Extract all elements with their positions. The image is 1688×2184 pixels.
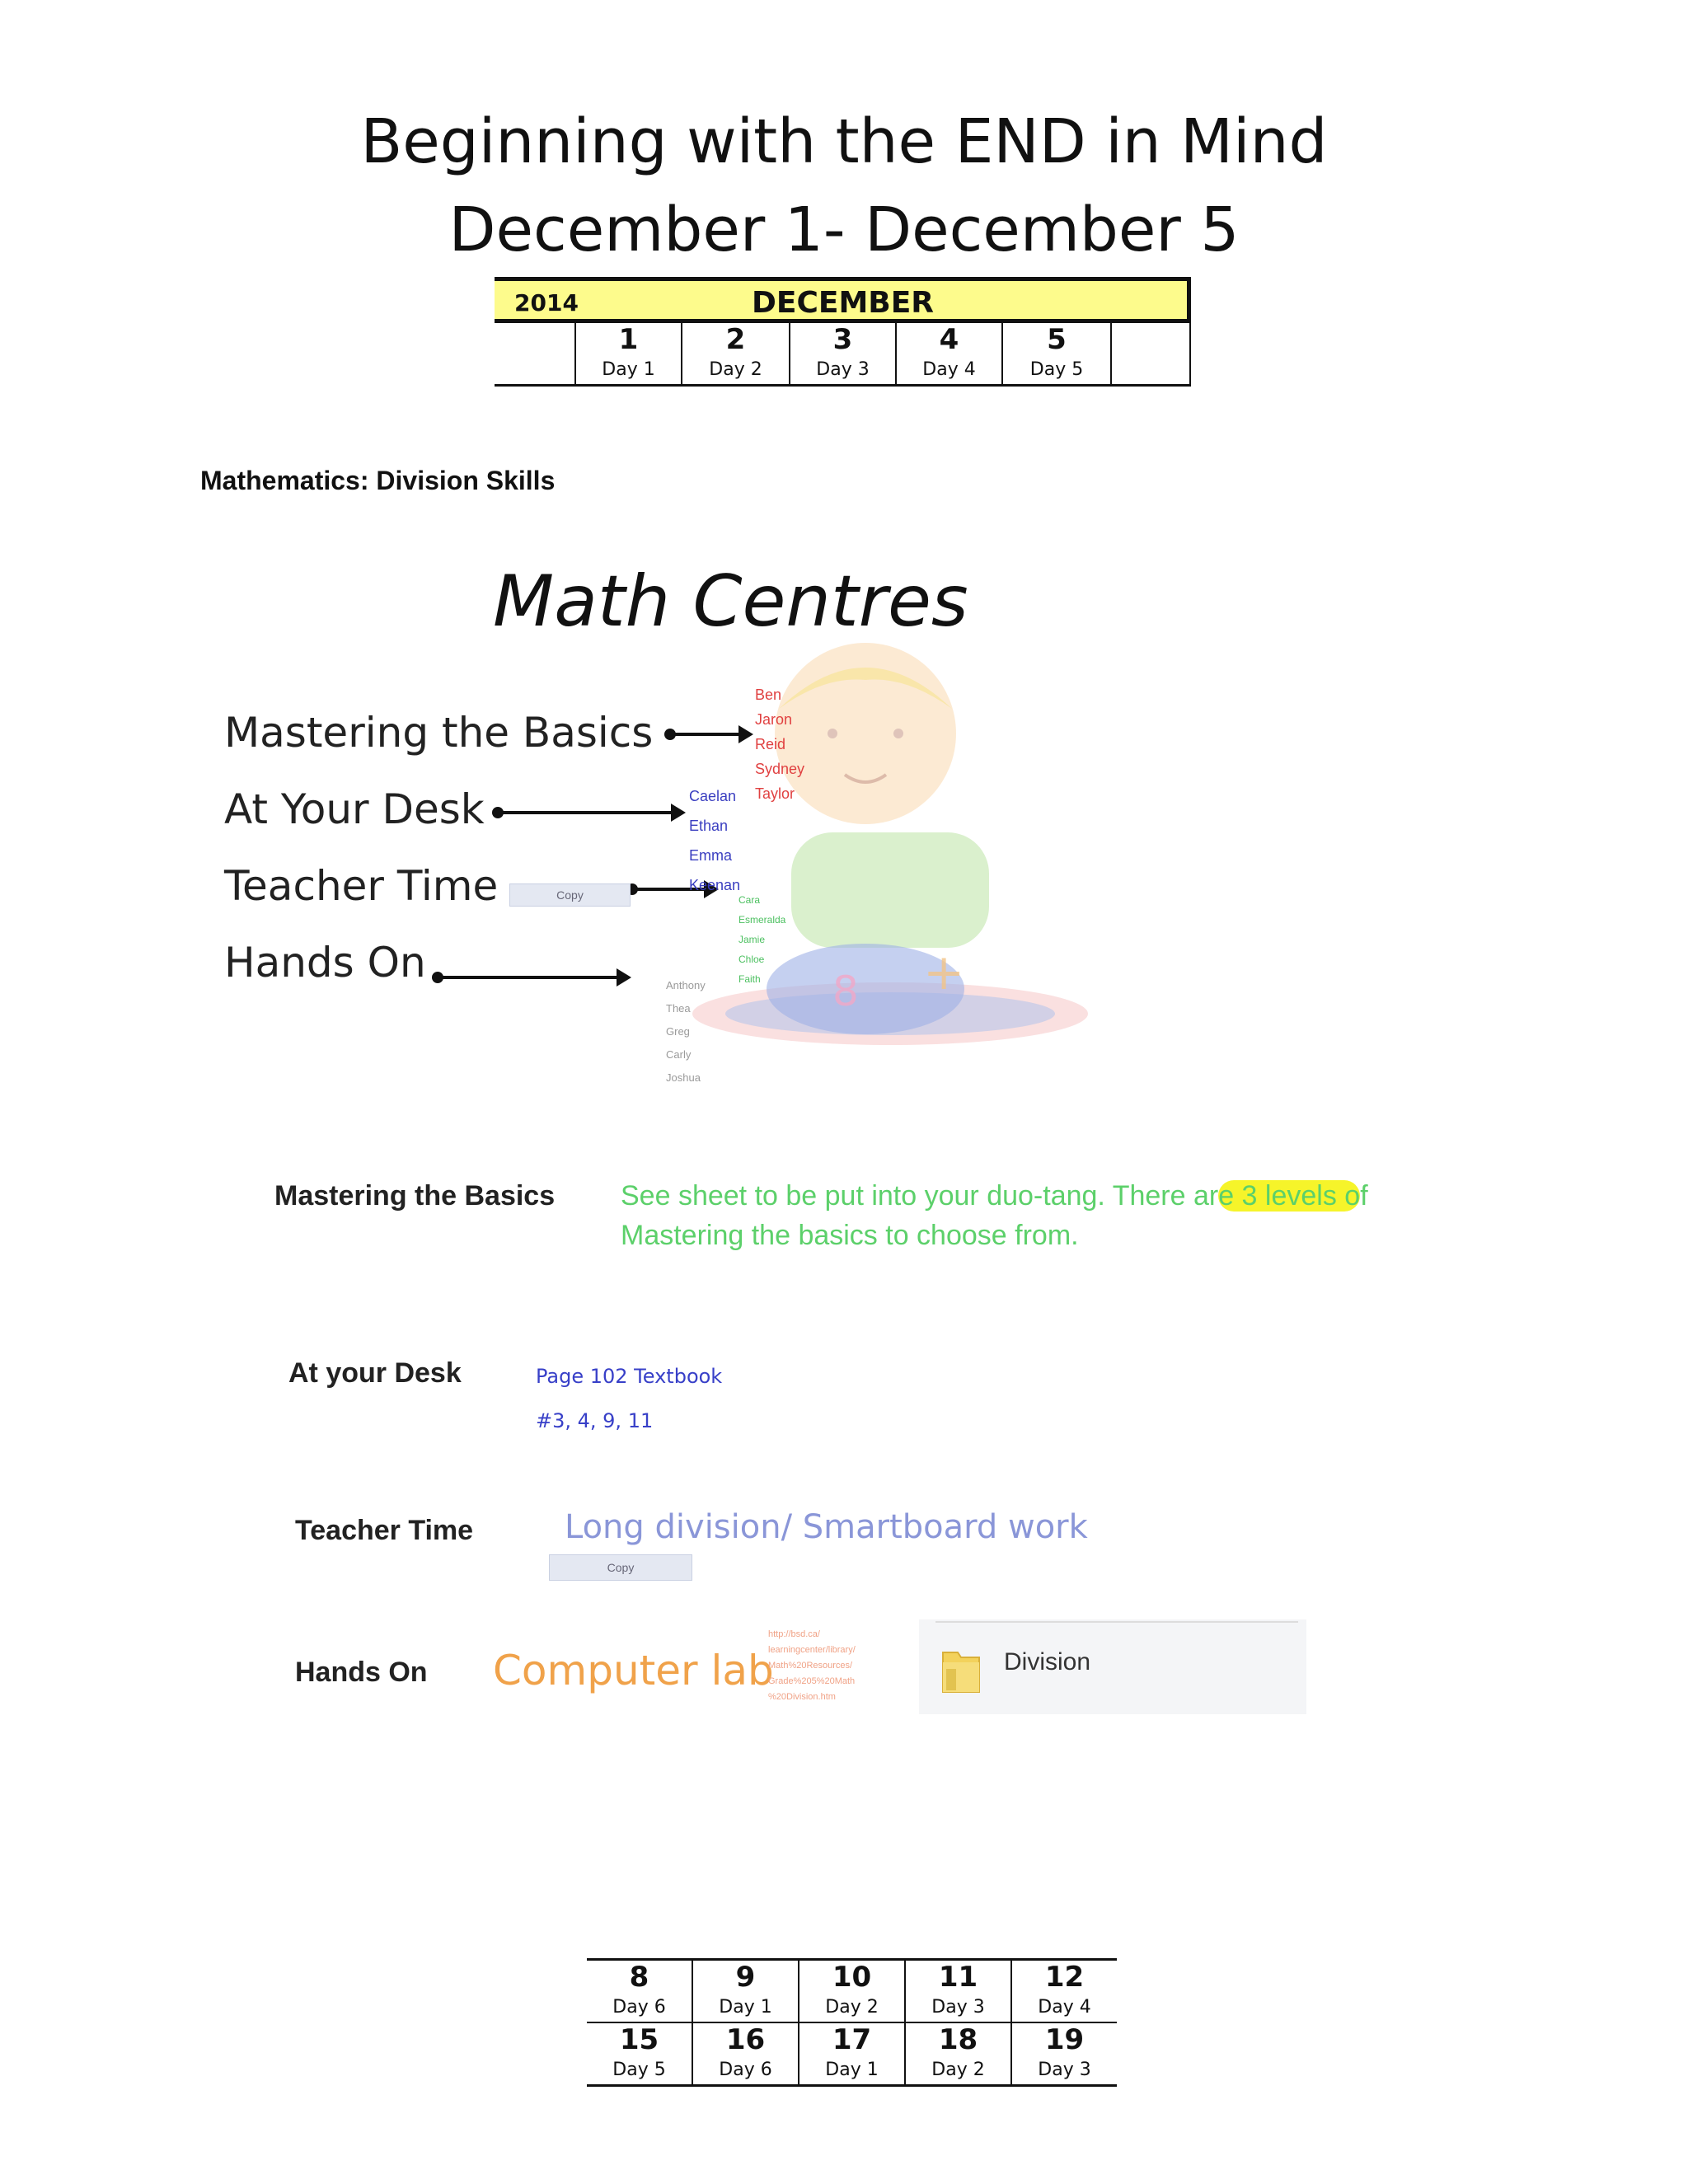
- student-name: Ben: [755, 687, 782, 703]
- basics-label: Mastering the Basics: [274, 1180, 556, 1212]
- day-number: 2: [725, 323, 746, 356]
- student-name: Esmeralda: [738, 914, 786, 926]
- basics-text-line2: Mastering the basics to choose from.: [621, 1220, 1079, 1251]
- link-line: Math%20Resources/: [768, 1661, 853, 1671]
- link-line: Grade%205%20Math: [768, 1676, 856, 1686]
- arrow-basics: [669, 733, 742, 736]
- arrow-hands: [437, 976, 620, 979]
- desk-line2: #3, 4, 9, 11: [536, 1409, 654, 1432]
- page-title-line2: December 1- December 5: [448, 194, 1240, 265]
- calendar-cell-empty: [1111, 323, 1190, 386]
- folder-panel: [919, 1619, 1306, 1714]
- student-name: Thea: [666, 1002, 691, 1015]
- day-number: 18: [938, 2023, 978, 2056]
- day-number: 19: [1044, 2023, 1085, 2056]
- group-red: [755, 682, 804, 806]
- subject-heading: Mathematics: Division Skills: [200, 466, 556, 495]
- student-name: Faith: [738, 973, 761, 985]
- day-number: 10: [832, 1961, 872, 1994]
- calendar-cell: [587, 2022, 692, 2086]
- day-label: Day 6: [719, 2060, 772, 2080]
- day-number: 11: [938, 1961, 978, 1994]
- day-label: Day 3: [816, 359, 870, 380]
- teacher-label: Teacher Time: [295, 1515, 474, 1546]
- folder-icon[interactable]: [940, 1646, 982, 1699]
- page-title-line1: Beginning with the END in Mind: [360, 106, 1328, 177]
- basics-text-start: See sheet to be put into your duo-tang. There ar: [621, 1180, 1219, 1212]
- student-name: Taylor: [755, 785, 795, 802]
- student-name: Joshua: [666, 1071, 701, 1084]
- basics-text-highlight: e 3 levels o: [1218, 1180, 1361, 1212]
- calendar-year: 2014: [514, 289, 579, 316]
- calendar-bottom-table: [587, 1958, 1117, 2087]
- calendar-cell: [799, 1960, 905, 2023]
- calendar-cell: [896, 323, 1002, 386]
- day-number: 3: [832, 323, 853, 356]
- day-label: Day 2: [709, 359, 762, 380]
- day-number: 17: [832, 2023, 872, 2056]
- student-name: Caelan: [689, 788, 737, 804]
- centre-label-teacher: Teacher Time: [224, 862, 499, 910]
- calendar-cell: [799, 2022, 905, 2086]
- student-name: Cara: [738, 894, 761, 906]
- calendar-cell-empty: [495, 323, 575, 386]
- student-name: Jaron: [755, 711, 793, 728]
- centre-label-basics: Mastering the Basics: [224, 709, 654, 757]
- day-number: 15: [619, 2023, 659, 2056]
- teacher-description: Long division/ Smartboard work: [565, 1508, 1088, 1546]
- student-name: Emma: [689, 847, 733, 864]
- math-centres-title: Math Centres: [493, 560, 968, 643]
- day-label: Day 1: [602, 359, 655, 380]
- hands-description: Computer lab: [493, 1647, 774, 1694]
- desk-label: At your Desk: [288, 1357, 462, 1389]
- svg-text:8: 8: [832, 968, 859, 1015]
- calendar-cell: [790, 323, 896, 386]
- calendar-cell: [575, 323, 682, 386]
- day-label: Day 2: [825, 1997, 879, 2018]
- student-name: Reid: [755, 736, 786, 752]
- folder-divider: [935, 1621, 1298, 1623]
- group-green: [738, 890, 785, 989]
- calendar-cell: [905, 2022, 1011, 2086]
- teacher-copy-button[interactable]: Copy: [549, 1554, 692, 1581]
- day-number: 16: [725, 2023, 766, 2056]
- day-number: 5: [1047, 323, 1067, 356]
- day-label: Day 4: [1038, 1997, 1091, 2018]
- day-label: Day 1: [825, 2060, 879, 2080]
- day-label: Day 1: [719, 1997, 772, 2018]
- student-name: Jamie: [738, 934, 766, 945]
- day-number: 8: [629, 1961, 649, 1994]
- calendar-cell: [905, 1960, 1011, 2023]
- hands-label: Hands On: [295, 1657, 428, 1688]
- calendar-month: DECEMBER: [751, 286, 935, 320]
- folder-name[interactable]: Division: [1004, 1648, 1091, 1675]
- day-label: Day 4: [922, 359, 976, 380]
- copy-button[interactable]: Copy: [509, 883, 631, 907]
- basics-description: [621, 1176, 1445, 1255]
- student-name: Greg: [666, 1025, 690, 1038]
- link-line: %20Division.htm: [768, 1692, 836, 1702]
- group-grey: [666, 974, 706, 1090]
- calendar-cell: [587, 1960, 692, 2023]
- centre-label-desk: At Your Desk: [224, 785, 485, 833]
- calendar-cell: [1011, 1960, 1117, 2023]
- day-number: 1: [618, 323, 639, 356]
- centre-label-hands: Hands On: [224, 939, 426, 987]
- calendar-cell: [1002, 323, 1111, 386]
- calendar-cell: [692, 1960, 799, 2023]
- day-label: Day 5: [1029, 359, 1084, 380]
- day-label: Day 3: [1038, 2060, 1091, 2080]
- calendar-cell: [682, 323, 790, 386]
- group-blue: [689, 781, 740, 900]
- computer-lab-link[interactable]: [768, 1627, 856, 1705]
- calendar-header: [495, 277, 1191, 323]
- day-number: 12: [1044, 1961, 1085, 1994]
- arrow-desk: [497, 811, 674, 814]
- desk-line1: Page 102 Textbook: [536, 1365, 723, 1388]
- basics-text-end: f: [1360, 1180, 1368, 1212]
- svg-text:+: +: [923, 944, 965, 1001]
- student-name: Ethan: [689, 818, 729, 834]
- calendar-top: [495, 277, 1191, 387]
- calendar-cell: [1011, 2022, 1117, 2086]
- day-number: 4: [939, 323, 959, 356]
- day-label: Day 2: [931, 2060, 985, 2080]
- day-label: Day 6: [612, 1997, 666, 2018]
- day-label: Day 3: [931, 1997, 985, 2018]
- calendar-bottom: [587, 1958, 1117, 2087]
- link-line: learningcenter/library/: [768, 1645, 856, 1655]
- calendar-cell: [692, 2022, 799, 2086]
- day-number: 9: [735, 1961, 756, 1994]
- student-name: Anthony: [666, 979, 706, 991]
- student-name: Keenan: [689, 877, 741, 893]
- calendar-week-table: [495, 323, 1191, 387]
- student-name: Carly: [666, 1048, 692, 1061]
- day-label: Day 5: [612, 2060, 666, 2080]
- link-line: http://bsd.ca/: [768, 1629, 820, 1639]
- student-name: Sydney: [755, 761, 805, 777]
- student-name: Chloe: [738, 954, 765, 965]
